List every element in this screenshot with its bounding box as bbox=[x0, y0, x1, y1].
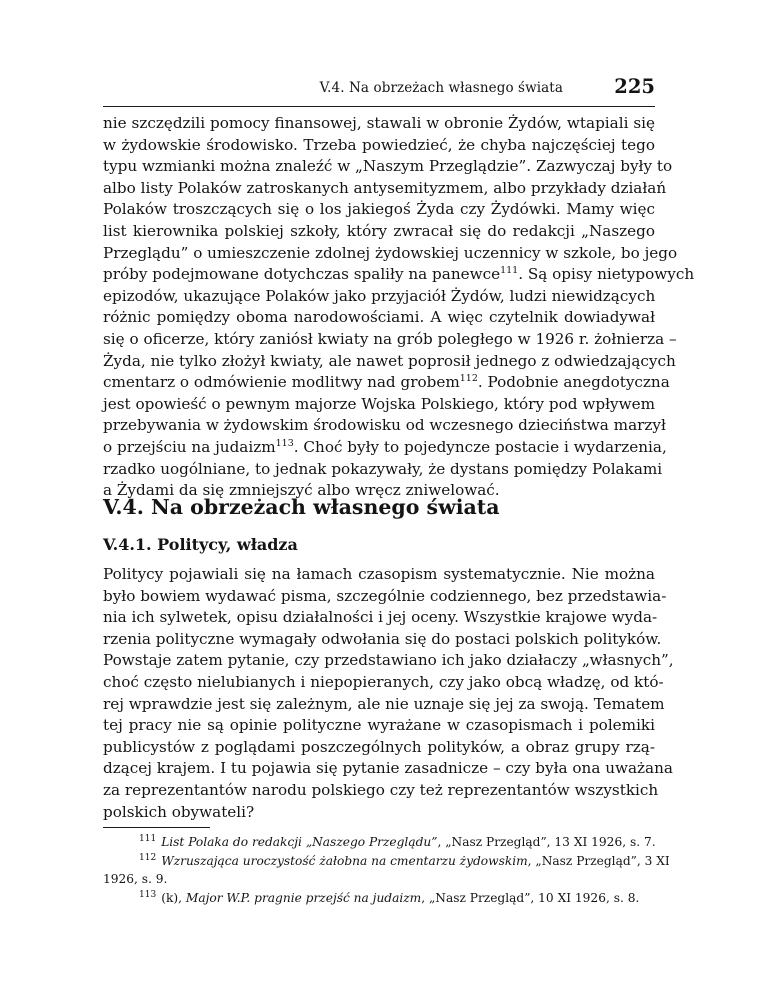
text-line: list kierownika polskiej szkoły, który zwracał się do redakcji „Naszego bbox=[103, 221, 655, 240]
paragraph bbox=[103, 564, 674, 823]
text-line: Polaków troszczących się o los jakiegoś Żyda czy Żydówki. Mamy więc bbox=[103, 200, 655, 219]
text-line: publicystów z poglądami poszczególnych polityków, a obraz grupy rzą- bbox=[103, 737, 655, 756]
footnote-ref-112[interactable]: 112 bbox=[459, 373, 478, 385]
text-line: rej wprawdzie jest się zależnym, ale nie uznaje się jej za swoją. Tematem bbox=[103, 694, 665, 713]
footnote-title: Major W.P. pragnie przejść na judaizm bbox=[185, 890, 422, 905]
text-fragment: . Choć były to pojedyncze postacie i wydarzenia, bbox=[293, 437, 667, 456]
text-fragment: o przejściu na judaizm bbox=[103, 437, 276, 456]
footnote-ref-111[interactable]: 111 bbox=[500, 265, 519, 277]
text-line: przebywania w żydowskim środowisku od wczesnego dzieciństwa marzył bbox=[103, 416, 666, 435]
subsection-heading: V.4.1. Politycy, władza bbox=[103, 535, 298, 554]
footnote-source: , „Nasz Przegląd”, 10 XI 1926, s. 8. bbox=[421, 890, 640, 905]
text-fragment: . Podobnie anegdotyczna bbox=[477, 373, 670, 392]
text-line: nie szczędzili pomocy finansowej, stawali w obronie Żydów, wtapiali się bbox=[103, 114, 655, 132]
text-line: było bowiem wydawać pisma, szczególnie codziennego, bez przedstawia- bbox=[103, 586, 667, 605]
footnotes bbox=[103, 833, 670, 907]
text-fragment: cmentarz o odmówienie modlitwy nad grobem bbox=[103, 373, 460, 392]
text-line bbox=[103, 372, 670, 394]
text-line: albo listy Polaków zatroskanych antysemityzmem, albo przykłady działań bbox=[103, 178, 667, 197]
text-line: typu wzmianki można znaleźć w „Naszym Przeglądzie”. Zazwyczaj były to bbox=[103, 157, 673, 176]
text-line: dzącej krajem. I tu pojawia się pytanie zasadnicze – czy była ona uważana bbox=[103, 759, 673, 778]
text-line: Powstaje zatem pytanie, czy przedstawiano ich jako działaczy „własnych”, bbox=[103, 651, 674, 670]
text-line: Politycy pojawiali się na łamach czasopism systematycznie. Nie można bbox=[103, 565, 655, 583]
text-line bbox=[103, 264, 695, 286]
text-line: tej pracy nie są opinie polityczne wyrażane w czasopismach i polemiki bbox=[103, 716, 655, 735]
footnote-113 bbox=[103, 889, 655, 908]
header-rule bbox=[103, 106, 655, 107]
running-title: V.4. Na obrzeżach własnego świata bbox=[319, 80, 563, 96]
footnote-rule bbox=[103, 827, 210, 828]
footnote-source: , „Nasz Przegląd”, 3 XI bbox=[527, 853, 670, 868]
footnote-source: , „Nasz Przegląd”, 13 XI 1926, s. 7. bbox=[437, 835, 656, 849]
page-number: 225 bbox=[614, 75, 655, 98]
text-line: rzenia polityczne wymagały odwołania się do postaci polskich polityków. bbox=[103, 629, 662, 648]
section-heading: V.4. Na obrzeżach własnego świata bbox=[103, 495, 500, 519]
footnote-number: 113 bbox=[139, 889, 157, 900]
footnote-number: 111 bbox=[139, 834, 157, 844]
text-line bbox=[103, 437, 667, 459]
footnote-title: List Polaka do redakcji „Naszego Przeglądu” bbox=[161, 835, 438, 849]
paragraph-continued bbox=[103, 113, 695, 502]
text-line: polskich obywateli? bbox=[103, 802, 255, 821]
text-line: choć często nielubianych i niepopieranych, czy jako obcą władzę, od któ- bbox=[103, 672, 664, 691]
text-line: za reprezentantów narodu polskiego czy też reprezentantów wszystkich bbox=[103, 780, 659, 799]
text-line: nia ich sylwetek, opisu działalności i jej oceny. Wszystkie krajowe wyda- bbox=[103, 608, 658, 627]
footnote-ref-113[interactable]: 113 bbox=[275, 437, 294, 449]
footnote-author: (k), bbox=[161, 890, 186, 905]
running-header bbox=[103, 75, 655, 102]
text-line: Żyda, nie tylko złożył kwiaty, ale nawet poprosił jednego z odwiedzających bbox=[103, 351, 676, 370]
text-line: się o oficerze, który zaniósł kwiaty na grób poległego w 1926 r. żołnierza – bbox=[103, 329, 677, 348]
text-line: rzadko uogólniane, to jednak pokazywały, że dystans pomiędzy Polakami bbox=[103, 459, 663, 478]
text-line: różnic pomiędzy oboma narodowościami. A więc czytelnik dowiadywał bbox=[103, 308, 655, 327]
text-line: epizodów, ukazujące Polaków jako przyjaciół Żydów, ludzi niewidzących bbox=[103, 286, 656, 305]
text-fragment: . Są opisy nietypowych bbox=[518, 265, 695, 284]
text-line: jest opowieść o pewnym majorze Wojska Polskiego, który pod wpływem bbox=[103, 394, 655, 413]
footnote-112 bbox=[103, 852, 670, 871]
footnote-112-continued: 1926, s. 9. bbox=[103, 872, 168, 886]
footnote-number: 112 bbox=[139, 852, 157, 863]
text-fragment: próby podejmowane dotychczas spaliły na panewce bbox=[103, 265, 501, 284]
footnote-title: Wzruszająca uroczystość żałobna na cmentarzu żydowskim bbox=[161, 853, 528, 868]
text-line: w żydowskie środowisko. Trzeba powiedzieć, że chyba najczęściej tego bbox=[103, 135, 655, 154]
footnote-111 bbox=[103, 833, 655, 852]
text-line: Przeglądu” o umieszczenie zdolnej żydowskiej uczennicy w szkole, bo jego bbox=[103, 243, 678, 262]
text-line: a Żydami da się zmniejszyć albo wręcz zniwelować. bbox=[103, 481, 500, 500]
